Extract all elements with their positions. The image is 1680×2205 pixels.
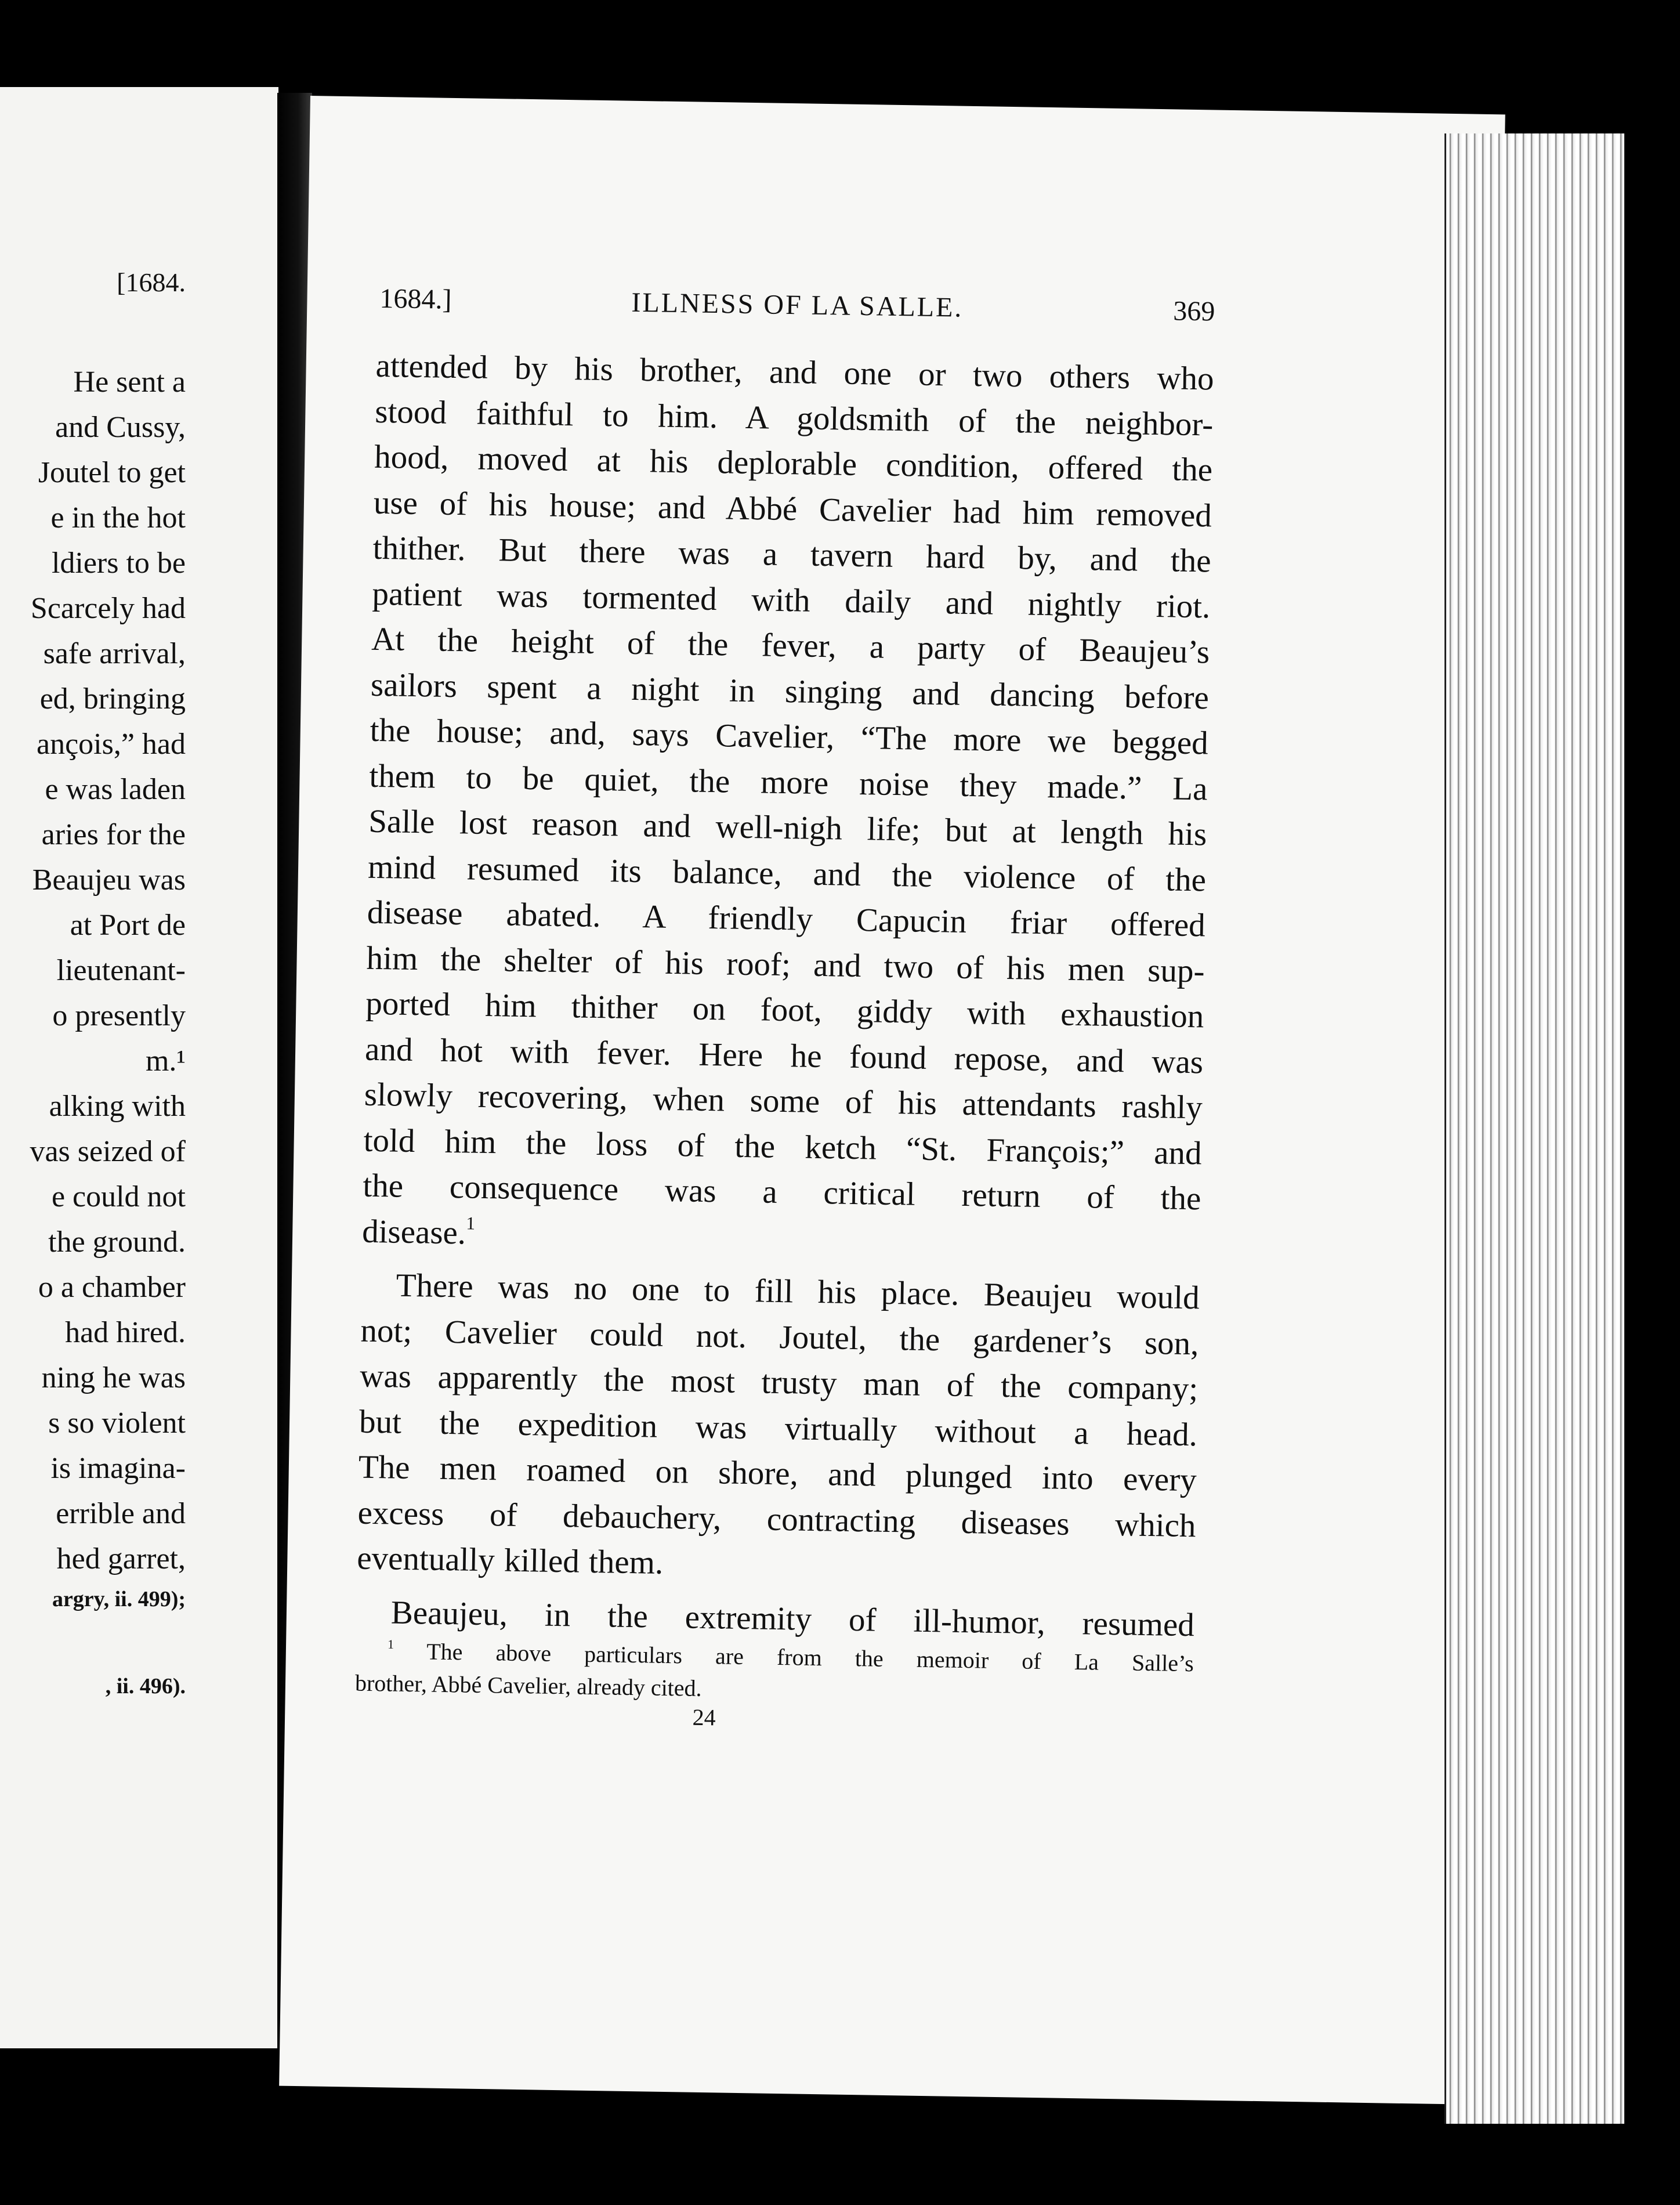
left-page-line: and Cussy, [55,411,186,444]
body-line-text: excess of debauchery, contracting diseases which [357,1494,1196,1544]
left-page-line: aries for the [41,818,186,851]
body-line-text: the house; and, says Cavelier, “The more we begged [370,711,1209,762]
left-page-line: is imagina- [50,1452,186,1485]
body-line-text: ported him thither on foot, giddy with exhaustion [365,985,1204,1035]
body-line-text: use of his house; and Abbé Cavelier had him removed [373,484,1212,534]
body-line-text: slowly recovering, when some of his attendants rashly [364,1076,1203,1126]
body-line-text: patient was tormented with daily and nightly riot. [372,575,1211,625]
footnote-text: The above particulars are from the memoir of La Salle’s [426,1638,1194,1677]
left-page-header: [1684. [117,268,186,297]
body-line-text: told him the loss of the ketch “St. François;” and [363,1122,1203,1172]
left-page-line: He sent a [73,366,186,399]
running-head [379,283,1215,337]
running-head-title: ILLNESS OF LA SALLE. [631,287,964,323]
footnote-text: brother, Abbé Cavelier, already cited. [354,1669,702,1701]
left-page-line: had hired. [65,1316,186,1349]
left-page-line: s so violent [48,1407,186,1440]
body-line-text: The men roamed on shore, and plunged into every [358,1448,1197,1499]
body-line-text: them to be quiet, the more noise they made.” La [369,757,1208,807]
running-head-year: 1684.] [379,283,452,315]
body-line-text: thither. But there was a tavern hard by, and the [372,529,1212,580]
left-page-line: Joutel to get [38,456,186,489]
left-page-line: hed garret, [56,1542,186,1575]
body-text [356,344,1214,1648]
body-line-text: but the expedition was virtually without a head. [359,1403,1198,1453]
body-line-text: was apparently the most trusty man of the company; [359,1357,1199,1408]
left-page-line: m.¹ [145,1044,186,1078]
left-page-line: alking with [49,1090,186,1123]
left-page-line: ed, bringing [39,682,186,715]
body-line-text: not; Cavelier could not. Joutel, the gardener’s son, [360,1312,1199,1362]
body-line-text: and hot with fever. Here he found repose, and was [364,1031,1204,1080]
left-page-line: vas seized of [30,1135,186,1168]
left-page-line: e could not [51,1180,186,1213]
left-page-footnote-line: , ii. 496). [105,1674,186,1698]
body-line-text: At the height of the fever, a party of Beaujeu’s [371,620,1210,671]
footnote-reference: 1 [466,1212,476,1234]
left-page-line: o presently [52,999,186,1032]
left-page-line: the ground. [48,1226,186,1259]
left-page-line: e in the hot [50,501,186,534]
body-line-text: eventually killed them. [356,1539,664,1581]
body-line-text: There was no one to fill his place. Beaujeu would [396,1267,1200,1317]
left-page-line: at Port de [70,909,186,942]
body-line: Beaujeu, in the extremity of ill-humor, resumed [390,1594,1195,1643]
body-line-text: disease. [361,1213,466,1251]
body-line-text: sailors spent a night in singing and dancing before [370,666,1210,716]
page-stack-fore-edge [1444,133,1632,2124]
body-line-text: the consequence was a critical return of the [363,1167,1201,1217]
left-page-line: safe arrival, [43,637,186,670]
left-page-line: Beaujeu was [32,863,186,897]
body-line-text: hood, moved at his deplorable condition, offered the [374,438,1213,489]
left-page-line: Scarcely had [30,592,186,625]
left-page-line: ldiers to be [51,547,186,580]
page-number: 369 [1172,295,1215,327]
left-page-line: ançois,” had [36,728,186,761]
left-page-line: e was laden [45,773,186,806]
signature-mark: 24 [692,1704,716,1731]
body-line-text: mind resumed its balance, and the violence of the [367,848,1207,898]
left-facing-page [0,87,278,2048]
left-page-line: ning he was [41,1361,186,1394]
body-line-text: Salle lost reason and well-nigh life; but at length his [368,803,1207,853]
cover-edge [1624,116,1680,2205]
body-line-text: attended by his brother, and one or two others who [375,347,1215,397]
body-line-text: him the shelter of his roof; and two of his men sup- [366,939,1205,989]
left-page-line: errible and [56,1497,186,1530]
body-line-text: disease abated. A friendly Capucin friar offered [367,894,1206,944]
right-page [279,96,1505,2105]
footnote-mark: 1 [387,1636,394,1651]
left-page-footnote-line: argry, ii. 499); [52,1587,186,1611]
left-page-line: lieutenant- [56,954,186,987]
left-page-text [0,360,186,1704]
body-line-text: stood faithful to him. A goldsmith of the neighbor- [374,393,1214,443]
left-page-line: o a chamber [38,1271,186,1304]
